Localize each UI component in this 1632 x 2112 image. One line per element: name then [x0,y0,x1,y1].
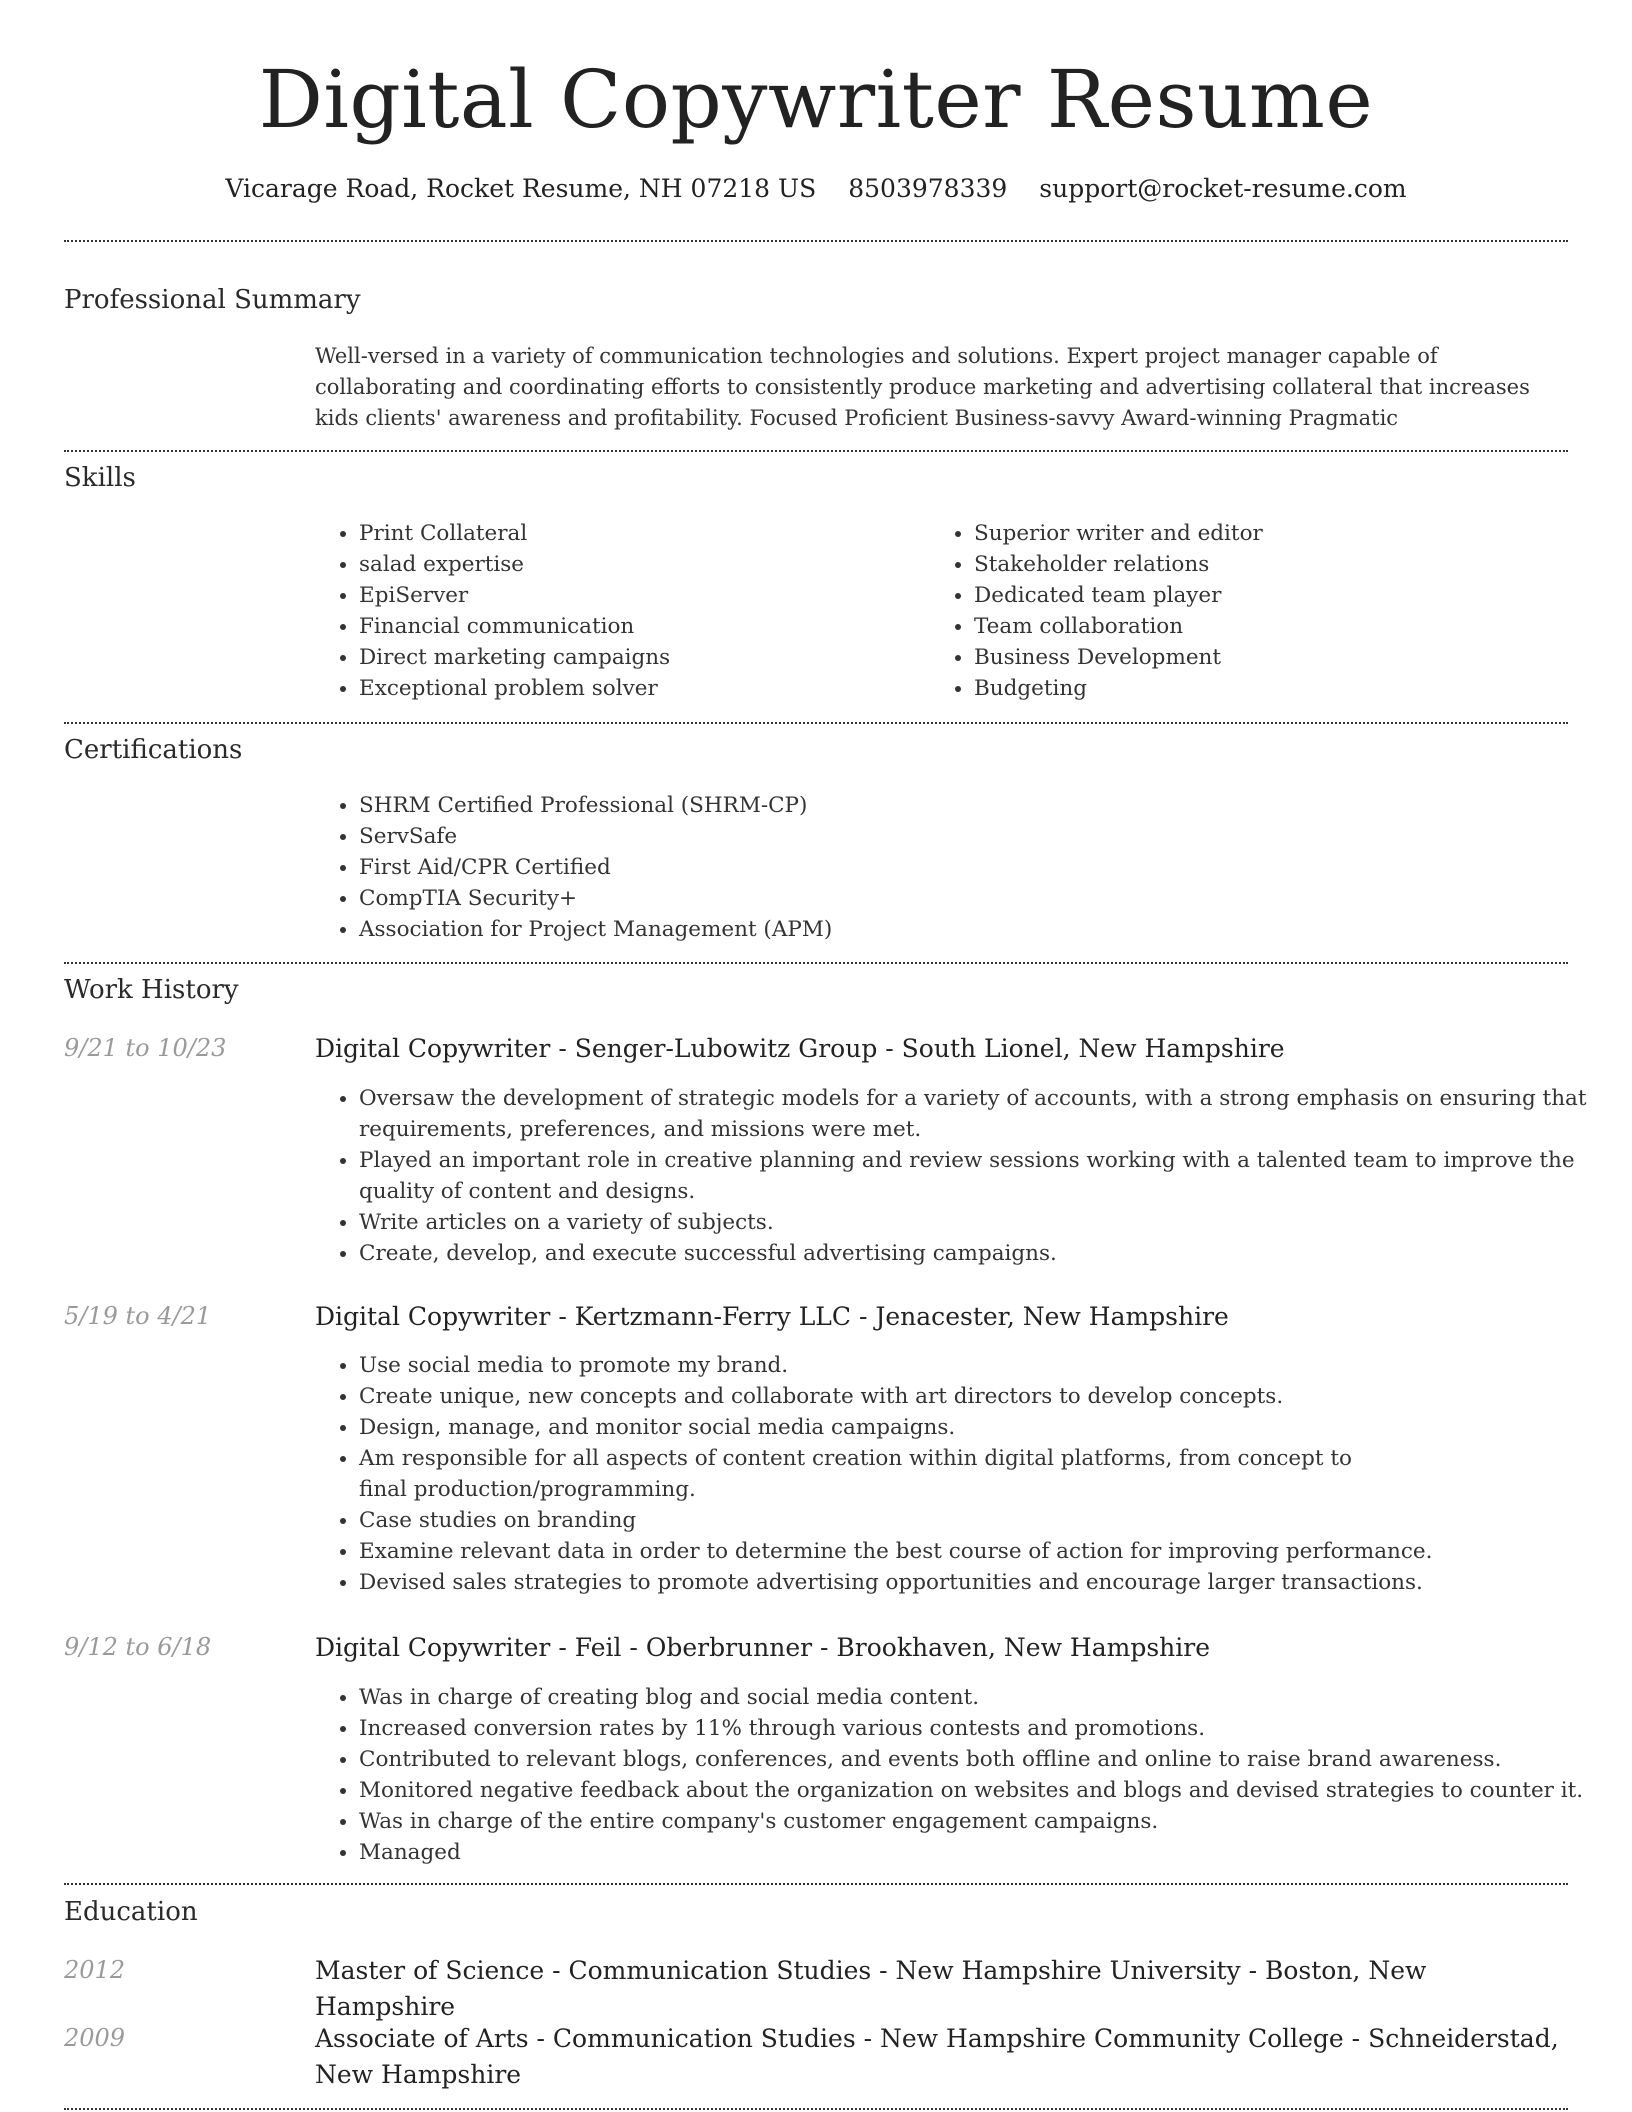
job-bullets [315,1083,1614,1269]
skill-item: • Financial communication [359,611,919,642]
divider [64,2108,1568,2110]
skill-item: • Budgeting [974,673,1594,704]
job-title: Digital Copywriter - Senger-Lubowitz Group - South Lionel, New Hampshire [315,1034,1285,1063]
job-bullet: • Managed [359,1837,1614,1868]
education-entry: Associate of Arts - Communication Studies - New Hampshire Community College - Schneiderstad, New Hampshire [315,2024,1559,2089]
summary-text: Well-versed in a variety of communication technologies and solutions. Expert project manager capable of collaborating and coordinating efforts to consistently produce marketing and advertising collateral that increases kids clients' awareness and profitability. Focused Proficient Business-savvy Award-winning Pragmatic [315,344,1530,430]
divider [64,240,1568,242]
job-bullet: • Case studies on branding [359,1505,1614,1536]
contact-phone: 8503978339 [848,174,1008,203]
skill-item: • Stakeholder relations [974,549,1594,580]
section-heading-certifications: Certifications [64,735,243,765]
job-bullet: • Devised sales strategies to promote advertising opportunities and encourage larger transactions. [359,1567,1614,1598]
skill-item: • Business Development [974,642,1594,673]
job-bullet: • Write articles on a variety of subjects. [359,1207,1614,1238]
section-heading-education: Education [64,1897,198,1927]
certification-item: • SHRM Certified Professional (SHRM-CP) [359,790,1559,821]
job-bullet: • Contributed to relevant blogs, conferences, and events both offline and online to raise brand awareness. [359,1744,1614,1775]
contact-email: support@rocket-resume.com [1039,174,1407,203]
job-title: Digital Copywriter - Kertzmann-Ferry LLC - Jenacester, New Hampshire [315,1302,1229,1331]
skills-list-left [315,518,919,704]
job-bullet: • Oversaw the development of strategic models for a variety of accounts, with a strong emphasis on ensuring that requirements, preferences, and missions were met. [359,1083,1614,1145]
job-bullets [315,1682,1614,1868]
skill-item: • Direct marketing campaigns [359,642,919,673]
section-heading-summary: Professional Summary [64,285,361,315]
resume-title: Digital Copywriter Resume [258,53,1374,146]
job-bullet: • Design, manage, and monitor social media campaigns. [359,1412,1614,1443]
skill-item: • Superior writer and editor [974,518,1594,549]
job-bullet: • Create, develop, and execute successful advertising campaigns. [359,1238,1614,1269]
job-bullet: • Monitored negative feedback about the organization on websites and blogs and devised strategies to counter it. [359,1775,1614,1806]
job-dates: 5/19 to 4/21 [64,1302,212,1330]
job-bullets [315,1350,1614,1598]
contact-address: Vicarage Road, Rocket Resume, NH 07218 US [225,174,817,203]
job-bullet: • Create unique, new concepts and collaborate with art directors to develop concepts. [359,1381,1614,1412]
job-title: Digital Copywriter - Feil - Oberbrunner - Brookhaven, New Hampshire [315,1633,1211,1662]
certification-item: • CompTIA Security+ [359,883,1559,914]
contact-line [0,172,1632,206]
divider [64,962,1568,964]
job-bullet: • Played an important role in creative planning and review sessions working with a talented team to improve the quality of content and designs. [359,1145,1614,1207]
certification-item: • Association for Project Management (APM) [359,914,1559,945]
job-bullet: • Increased conversion rates by 11% through various contests and promotions. [359,1713,1614,1744]
job-bullet: • Am responsible for all aspects of content creation within digital platforms, from concept to final production/programming. [359,1443,1614,1505]
skill-item: • Dedicated team player [974,580,1594,611]
divider [64,722,1568,724]
skill-item: • Print Collateral [359,518,919,549]
skill-item: • Team collaboration [974,611,1594,642]
section-heading-work-history: Work History [64,975,239,1005]
skill-item: • EpiServer [359,580,919,611]
education-year: 2009 [64,2024,126,2052]
divider [64,450,1568,452]
education-year: 2012 [64,1956,126,1984]
job-bullet: • Was in charge of creating blog and social media content. [359,1682,1614,1713]
education-entry: Master of Science - Communication Studies - New Hampshire University - Boston, New Hampshire [315,1956,1427,2021]
certification-item: • First Aid/CPR Certified [359,852,1559,883]
certification-item: • ServSafe [359,821,1559,852]
section-heading-skills: Skills [64,463,136,493]
skills-list-right [930,518,1594,704]
job-bullet: • Was in charge of the entire company's customer engagement campaigns. [359,1806,1614,1837]
job-dates: 9/21 to 10/23 [64,1034,227,1062]
skill-item: • salad expertise [359,549,919,580]
job-bullet: • Examine relevant data in order to determine the best course of action for improving performance. [359,1536,1614,1567]
job-bullet: • Use social media to promote my brand. [359,1350,1614,1381]
job-dates: 9/12 to 6/18 [64,1633,212,1661]
skill-item: • Exceptional problem solver [359,673,919,704]
divider [64,1883,1568,1885]
certifications-list [315,790,1559,945]
